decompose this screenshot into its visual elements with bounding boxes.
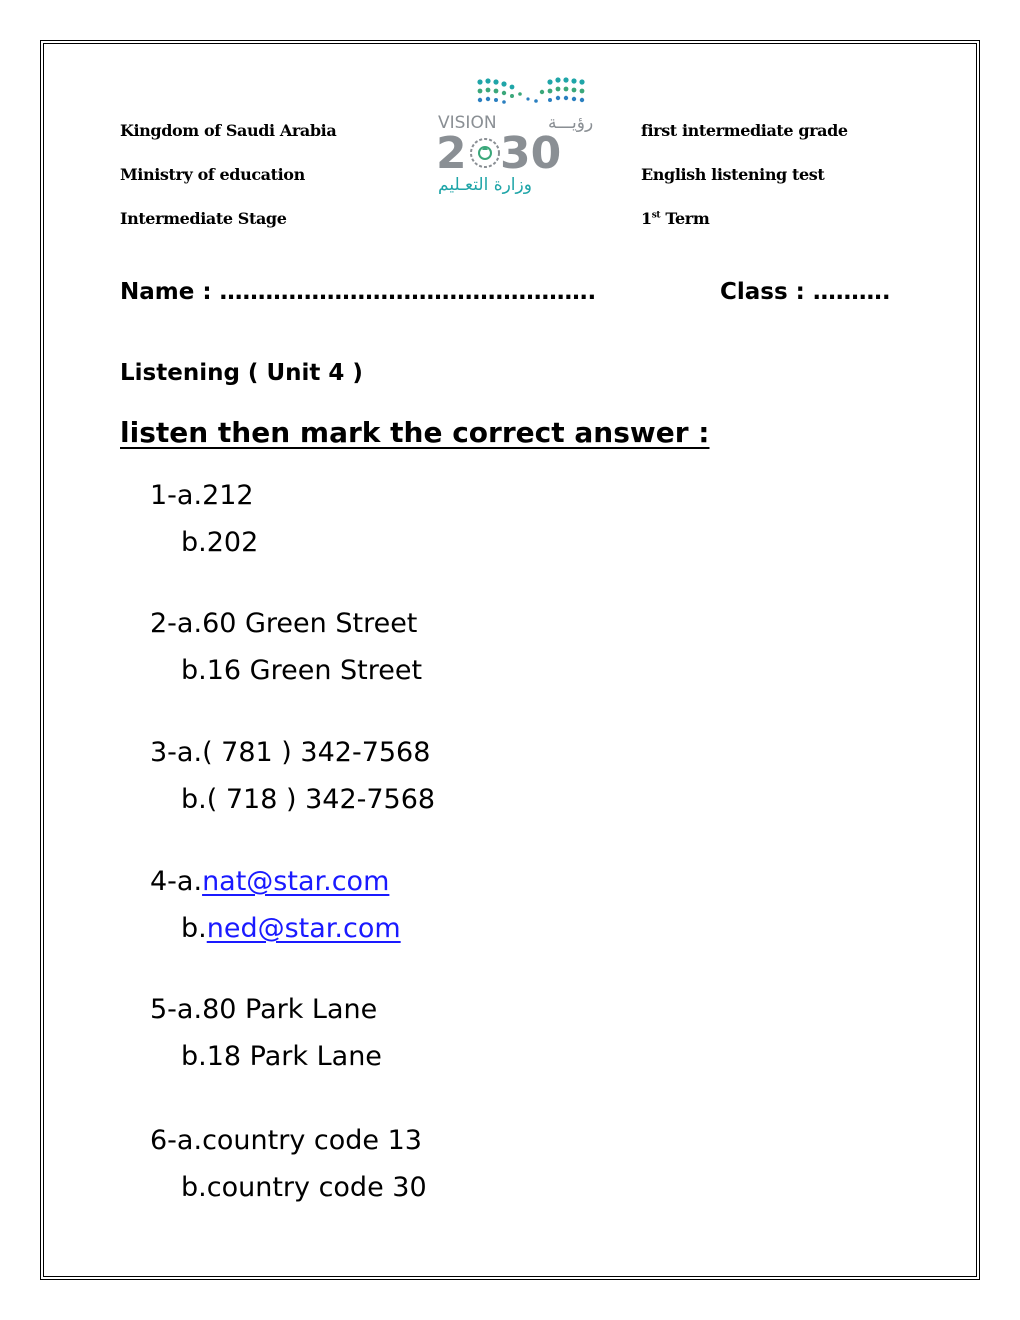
option-label: b. [181, 784, 207, 815]
option-label: 6-a. [150, 1125, 203, 1156]
logo-emblem-icon [471, 139, 499, 167]
option-label: 1-a. [150, 480, 203, 511]
question-5-option-b[interactable] [181, 1041, 382, 1072]
question-3-option-a[interactable] [150, 737, 430, 768]
section-title: Listening ( Unit 4 ) [120, 360, 363, 386]
option-label: b. [181, 527, 207, 558]
logo-dots-icon [477, 77, 584, 103]
option-label: 3-a. [150, 737, 203, 768]
question-2-option-b[interactable] [181, 655, 422, 686]
header-grade: first intermediate grade [641, 121, 848, 140]
question-3-option-b[interactable] [181, 784, 435, 815]
vision-2030-logo [430, 72, 600, 196]
logo-ministry-arabic: وزارة التعـليم [438, 175, 532, 195]
option-text: ( 781 ) 342-7568 [202, 737, 431, 768]
question-1-option-a[interactable] [150, 480, 254, 511]
header-country: Kingdom of Saudi Arabia [120, 121, 337, 140]
question-6-option-a[interactable] [150, 1125, 422, 1156]
name-field-label: Name : …………………………………………. [120, 279, 597, 305]
logo-vision-text: VISION [438, 113, 497, 133]
question-4-option-b[interactable] [181, 913, 401, 944]
option-text: ( 718 ) 342-7568 [206, 784, 436, 815]
header-term [641, 209, 709, 228]
option-text: 16 Green Street [206, 655, 423, 686]
logo-year-right: 30 [500, 128, 562, 179]
logo-year-left: 2 [436, 128, 467, 179]
email-link[interactable]: ned@star.com [206, 913, 401, 944]
option-label: b. [181, 1041, 207, 1072]
option-label: b. [181, 1172, 207, 1203]
email-link[interactable]: nat@star.com [202, 866, 390, 897]
logo-vision-arabic: رؤيـــة [548, 113, 594, 133]
term-word: Term [660, 209, 710, 228]
option-text: 202 [206, 527, 259, 558]
option-text: country code 30 [206, 1172, 427, 1203]
header-stage: Intermediate Stage [120, 209, 287, 228]
option-text: 60 Green Street [202, 608, 418, 639]
question-6-option-b[interactable] [181, 1172, 427, 1203]
option-label: b. [181, 913, 207, 944]
option-text: 212 [202, 480, 254, 511]
header-test-name: English listening test [641, 165, 825, 184]
option-text: 18 Park Lane [206, 1041, 382, 1072]
question-4-option-a[interactable] [150, 866, 389, 897]
option-label: 2-a. [150, 608, 203, 639]
option-text: 80 Park Lane [202, 994, 378, 1025]
term-number: 1 [641, 209, 652, 228]
question-1-option-b[interactable] [181, 527, 258, 558]
option-label: b. [181, 655, 207, 686]
option-text: country code 13 [202, 1125, 422, 1156]
option-label: 4-a. [150, 866, 203, 897]
option-label: 5-a. [150, 994, 203, 1025]
header-ministry: Ministry of education [120, 165, 305, 184]
class-field-label: Class : ………. [720, 279, 891, 305]
question-2-option-a[interactable] [150, 608, 417, 639]
question-5-option-a[interactable] [150, 994, 377, 1025]
term-suffix: st [651, 210, 661, 221]
instruction-heading: listen then mark the correct answer : [120, 416, 710, 449]
